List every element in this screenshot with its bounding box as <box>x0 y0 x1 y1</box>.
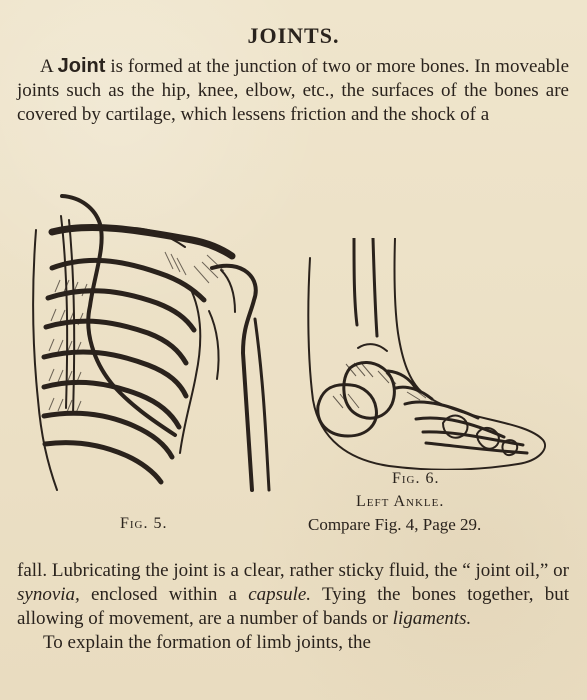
figure-6-caption: Fig. 6. <box>392 470 440 487</box>
intro-paragraph <box>17 54 569 127</box>
lubrication-part-1: fall. Lubricating the joint is a clear, rather sticky fluid, the “ joint oil,” or <box>17 560 569 581</box>
synovia-term: synovia, <box>17 584 80 605</box>
calcaneus-shape <box>318 385 377 436</box>
left-ankle-label: Left Ankle. <box>356 493 445 510</box>
page-title: JOINTS. <box>247 22 340 48</box>
clavicle-shape <box>52 227 232 256</box>
ankle-figure <box>298 238 555 470</box>
lubrication-text <box>17 559 569 631</box>
limb-joints-line: To explain the formation of limb joints, the <box>43 632 371 653</box>
joint-definition: is formed at the junction of two or more bones. In moveable joints such as the hip, knee, elbow, etc., the surfaces of the bones are covered by cartilage, which lessens friction and the shock of a <box>17 56 570 125</box>
continuation-paragraph <box>17 559 569 655</box>
ligaments-term: ligaments. <box>392 608 472 629</box>
lubrication-part-2: enclosed within a <box>91 584 237 605</box>
figure-5-caption: Fig. 5. <box>120 515 168 532</box>
shoulder-figure <box>20 174 275 494</box>
joint-term: Joint <box>57 55 106 77</box>
joint-article: A <box>40 56 53 77</box>
joint-definition-text <box>17 54 569 127</box>
capsule-term: capsule. <box>248 584 312 605</box>
lubrication-part-3: Tying the bones together, but allowing of movement, are a number of bands or <box>17 584 570 629</box>
compare-reference: Compare Fig. 4, Page 29. <box>308 515 482 534</box>
